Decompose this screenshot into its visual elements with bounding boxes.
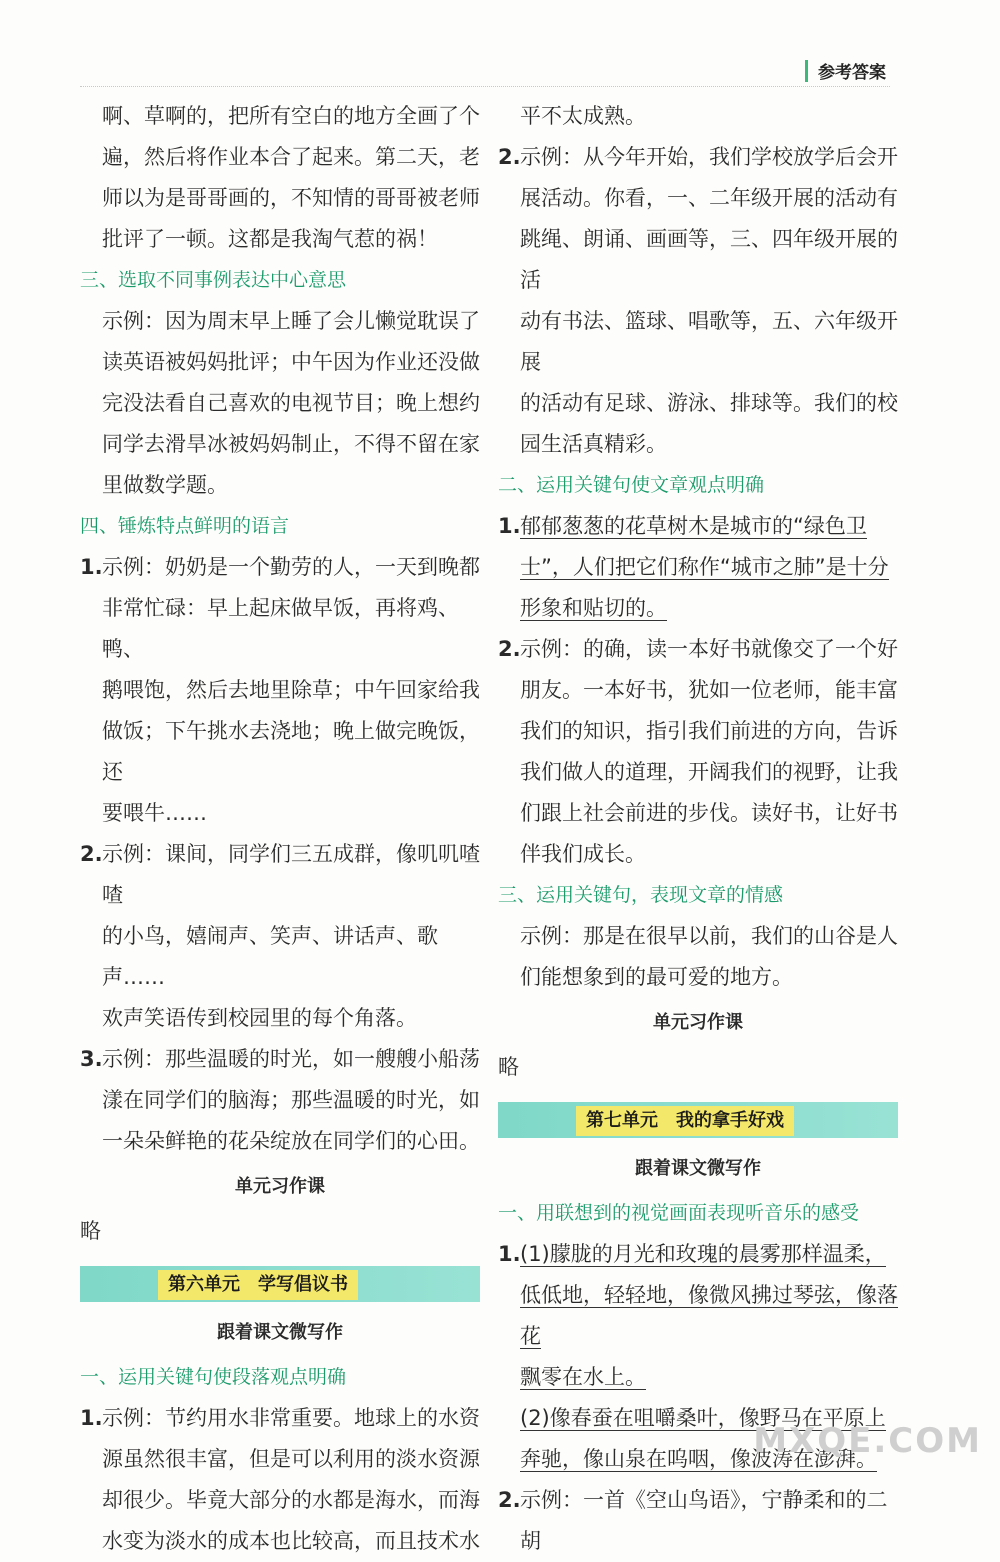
text-line: 园生活真精彩。	[520, 432, 667, 456]
text-line: 我们做人的道理，开阔我们的视野，让我	[520, 760, 898, 784]
left-paragraph-2	[80, 301, 480, 506]
text-line: 做饭；下午挑水去浇地；晚上做完晚饭，还	[102, 719, 480, 784]
section-heading: 三、选取不同事例表达中心意思	[80, 269, 347, 291]
text-line: 示例：节约用水非常重要。地球上的水资	[102, 1406, 480, 1430]
unit-subtitle: 跟着课文微写作	[217, 1322, 343, 1343]
left-paragraph-1	[80, 96, 480, 260]
underlined-text: 士”，人们把它们称作“城市之肺”是十分	[520, 555, 889, 579]
text-line: 的活动有足球、游泳、排球等。我们的校	[520, 391, 898, 415]
text-line: 却很少。毕竟大部分的水都是海水，而海	[102, 1488, 480, 1512]
text-line: 示例：从今年开始，我们学校放学后会开	[520, 145, 898, 169]
unit-subtitle: 跟着课文微写作	[635, 1158, 761, 1179]
text-line: 示例：奶奶是一个勤劳的人，一天到晚都	[102, 555, 480, 579]
text-line: 师以为是哥哥画的，不知情的哥哥被老师	[102, 186, 480, 210]
answer-item	[498, 629, 898, 875]
text-line: 欢声笑语传到校园里的每个角落。	[102, 1006, 417, 1030]
text-line: 完没法看自己喜欢的电视节目；晚上想约	[102, 391, 480, 415]
section-heading: 三、运用关键句，表现文章的情感	[498, 884, 784, 906]
unit-banner-label: 第六单元 学写倡议书	[158, 1270, 358, 1300]
left-column	[80, 96, 480, 1562]
text-line: 源虽然很丰富，但是可以利用的淡水资源	[102, 1447, 480, 1471]
item-number: 1.	[498, 1242, 521, 1266]
item-number: 2.	[498, 145, 521, 169]
text-line: 非常忙碌：早上起床做早饭，再将鸡、鸭、	[102, 596, 459, 661]
text-line: 展活动。你看，一、二年级开展的活动有	[520, 186, 898, 210]
text-line: 跳绳、朗诵、画画等，三、四年级开展的活	[520, 227, 898, 292]
answer-item	[80, 1039, 480, 1162]
text-line: 遍，然后将作业本合了起来。第二天，老	[102, 145, 480, 169]
answer-item	[80, 1398, 480, 1562]
text-line: 们能想象到的最可爱的地方。	[520, 965, 793, 989]
text-line: 动有书法、篮球、唱歌等，五、六年级开展	[520, 309, 898, 374]
unit-subtitle: 单元习作课	[653, 1012, 743, 1033]
answer-item	[80, 547, 480, 834]
unit-banner	[498, 1102, 898, 1138]
answer-item	[498, 137, 898, 465]
underlined-text: (1)朦胧的月光和玫瑰的晨雾那样温柔，	[520, 1242, 886, 1266]
text-line: 读英语被妈妈批评；中午因为作业还没做	[102, 350, 480, 374]
underlined-text: 形象和贴切的。	[520, 596, 667, 620]
right-column	[498, 96, 898, 1562]
item-number: 1.	[80, 1406, 103, 1430]
text-line: 里做数学题。	[102, 473, 228, 497]
text-line: 朋友。一本好书，犹如一位老师，能丰富	[520, 678, 898, 702]
answer-item	[498, 1480, 898, 1562]
underlined-text: (2)像春蚕在咀嚼桑叶，像野马在平原上	[520, 1406, 886, 1430]
text-line: 们跟上社会前进的步伐。读好书，让好书	[520, 801, 898, 825]
text-line: 漾在同学们的脑海；那些温暖的时光，如	[102, 1088, 480, 1112]
text-line: 示例：那是在很早以前，我们的山谷是人	[520, 924, 898, 948]
header-divider	[80, 86, 890, 87]
answer-item	[80, 834, 480, 1039]
text-line: 鹅喂饱，然后去地里除草；中午回家给我	[102, 678, 480, 702]
text-line: 示例：那些温暖的时光，如一艘艘小船荡	[102, 1047, 480, 1071]
answer-item	[498, 506, 898, 629]
text-line: 的小鸟，嬉闹声、笑声、讲话声、歌声……	[102, 924, 438, 989]
item-number: 3.	[80, 1047, 103, 1071]
text-line: 伴我们成长。	[520, 842, 646, 866]
item-number: 1.	[498, 514, 521, 538]
section-heading: 二、运用关键句使文章观点明确	[498, 474, 765, 496]
underlined-text: 郁郁葱葱的花草树木是城市的“绿色卫	[520, 514, 867, 538]
unit-banner-label: 第七单元 我的拿手好戏	[576, 1106, 794, 1136]
text-line: 水变为淡水的成本也比较高，而且技术水	[102, 1529, 480, 1553]
header-title: 参考答案	[818, 63, 886, 83]
item-number: 2.	[80, 842, 103, 866]
text-line: 我们的知识，指引我们前进的方向，告诉	[520, 719, 898, 743]
item-number: 2.	[498, 637, 521, 661]
text-line: 示例：一首《空山鸟语》，宁静柔和的二胡	[520, 1488, 888, 1553]
item-number: 2.	[498, 1488, 521, 1512]
section-heading: 四、锤炼特点鲜明的语言	[80, 515, 290, 537]
text-line: 一朵朵鲜艳的花朵绽放在同学们的心田。	[102, 1129, 480, 1153]
right-paragraph-3	[498, 916, 898, 998]
text-line: 同学去滑旱冰被妈妈制止，不得不留在家	[102, 432, 480, 456]
text-line: 平不太成熟。	[520, 104, 646, 128]
unit-subtitle: 单元习作课	[235, 1176, 325, 1197]
section-heading: 一、运用关键句使段落观点明确	[80, 1366, 347, 1388]
section-heading: 一、用联想到的视觉画面表现听音乐的感受	[498, 1202, 860, 1224]
underlined-text: 奔驰，像山泉在呜咽，像波涛在澎湃。	[520, 1447, 877, 1471]
text-line: 要喂牛……	[102, 801, 207, 825]
header-accent-bar	[805, 60, 808, 82]
text-line: 示例：因为周末早上睡了会儿懒觉耽误了	[102, 309, 480, 333]
page-header	[0, 0, 1000, 96]
text-line: 啊、草啊的，把所有空白的地方全画了个	[102, 104, 480, 128]
watermark: MXQE.COM	[753, 1421, 982, 1461]
underlined-text: 低低地，轻轻地，像微风拂过琴弦，像落花	[520, 1283, 898, 1348]
item-number: 1.	[80, 555, 103, 579]
text-line: 示例：的确，读一本好书就像交了一个好	[520, 637, 898, 661]
omitted-text: 略	[498, 1055, 519, 1079]
text-line: 批评了一顿。这都是我淘气惹的祸！	[102, 227, 438, 251]
unit-banner	[80, 1266, 480, 1302]
text-line: 示例：课间，同学们三五成群，像叽叽喳喳	[102, 842, 480, 907]
omitted-text: 略	[80, 1219, 101, 1243]
underlined-text: 飘零在水上。	[520, 1365, 646, 1389]
